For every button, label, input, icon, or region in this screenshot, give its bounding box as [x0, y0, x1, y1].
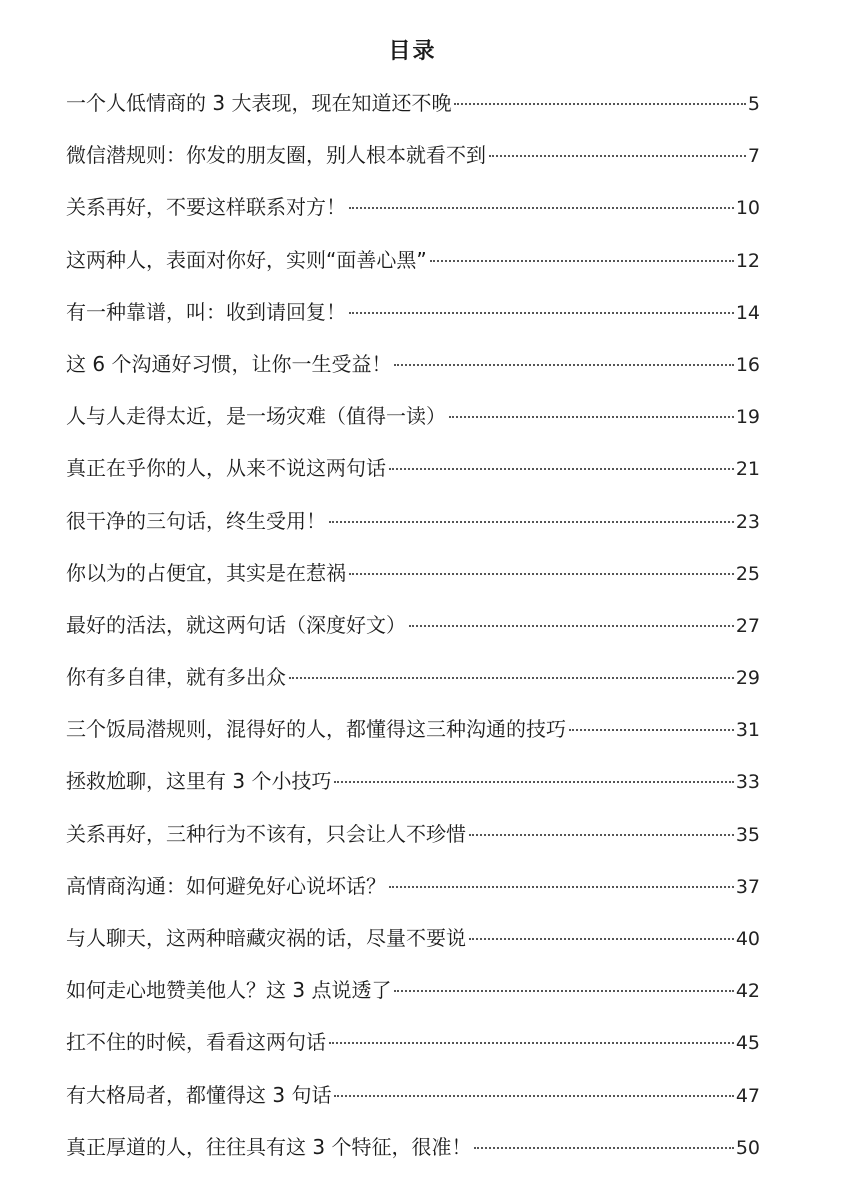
dot-leader — [569, 729, 734, 731]
dot-leader — [289, 677, 734, 679]
dot-leader — [349, 573, 734, 575]
dot-leader — [329, 521, 734, 523]
table-of-contents — [66, 84, 760, 1180]
toc-entry-title[interactable]: 高情商沟通：如何避免好心说坏话？ — [66, 873, 386, 898]
dot-leader — [389, 886, 734, 888]
toc-entry-title[interactable]: 微信潜规则：你发的朋友圈，别人根本就看不到 — [66, 143, 486, 168]
toc-entry-title[interactable]: 有大格局者，都懂得这 3 句话 — [66, 1082, 332, 1107]
dot-leader — [449, 416, 734, 418]
toc-entry[interactable] — [66, 1076, 760, 1128]
toc-entry-title[interactable]: 真正厚道的人，往往具有这 3 个特征，很准！ — [66, 1134, 472, 1159]
toc-entry[interactable] — [66, 136, 760, 188]
dot-leader — [454, 103, 745, 105]
toc-entry-title[interactable]: 你以为的占便宜，其实是在惹祸 — [66, 560, 346, 585]
dot-leader — [394, 990, 733, 992]
dot-leader — [469, 938, 734, 940]
toc-entry[interactable] — [66, 554, 760, 606]
toc-entry-title[interactable]: 这 6 个沟通好习惯，让你一生受益！ — [66, 351, 392, 376]
toc-entry-page-number[interactable]: 7 — [747, 145, 760, 168]
toc-entry-title[interactable]: 这两种人，表面对你好，实则“面善心黑” — [66, 247, 427, 272]
toc-entry[interactable] — [66, 658, 760, 710]
toc-entry[interactable] — [66, 397, 760, 449]
toc-entry-title[interactable]: 最好的活法，就这两句话（深度好文） — [66, 612, 406, 637]
dot-leader — [334, 781, 733, 783]
toc-entry-page-number[interactable]: 19 — [735, 406, 760, 429]
toc-entry-title[interactable]: 关系再好，不要这样联系对方！ — [66, 195, 346, 220]
toc-entry-page-number[interactable]: 50 — [735, 1136, 760, 1159]
toc-entry-page-number[interactable]: 45 — [735, 1032, 760, 1055]
toc-entry-page-number[interactable]: 5 — [747, 93, 760, 115]
toc-entry-title[interactable]: 与人聊天，这两种暗藏灾祸的话，尽量不要说 — [66, 926, 466, 950]
toc-entry-title[interactable]: 扛不住的时候，看看这两句话 — [66, 1030, 326, 1055]
toc-entry-page-number[interactable]: 31 — [735, 719, 760, 742]
toc-entry-page-number[interactable]: 12 — [735, 249, 760, 272]
toc-entry-page-number[interactable]: 33 — [735, 771, 760, 794]
toc-entry[interactable] — [66, 293, 760, 345]
toc-entry-page-number[interactable]: 23 — [735, 510, 760, 533]
toc-entry[interactable] — [66, 815, 760, 867]
toc-entry-page-number[interactable]: 21 — [735, 458, 760, 481]
toc-entry[interactable] — [66, 188, 760, 240]
dot-leader — [469, 834, 734, 836]
toc-entry-page-number[interactable]: 16 — [735, 353, 760, 376]
toc-entry[interactable] — [66, 241, 760, 293]
toc-entry[interactable] — [66, 919, 760, 971]
dot-leader — [474, 1147, 733, 1149]
toc-entry[interactable] — [66, 710, 760, 762]
toc-entry-title[interactable]: 有一种靠谱，叫：收到请回复！ — [66, 299, 346, 324]
toc-entry-title[interactable]: 三个饭局潜规则，混得好的人，都懂得这三种沟通的技巧 — [66, 717, 566, 742]
toc-entry[interactable] — [66, 971, 760, 1023]
dot-leader — [430, 260, 734, 262]
toc-entry-title[interactable]: 很干净的三句话，终生受用！ — [66, 508, 326, 533]
dot-leader — [409, 625, 734, 627]
toc-entry-page-number[interactable]: 35 — [735, 823, 760, 846]
toc-entry[interactable] — [66, 1023, 760, 1075]
toc-entry-page-number[interactable]: 10 — [735, 197, 760, 220]
dot-leader — [349, 312, 734, 314]
toc-entry[interactable] — [66, 502, 760, 554]
toc-entry[interactable] — [66, 1128, 760, 1180]
toc-entry-title[interactable]: 拯救尬聊，这里有 3 个小技巧 — [66, 769, 332, 794]
toc-entry-title[interactable]: 关系再好，三种行为不该有，只会让人不珍惜 — [66, 821, 466, 846]
toc-entry[interactable] — [66, 606, 760, 658]
toc-entry-title[interactable]: 你有多自律，就有多出众 — [66, 665, 286, 690]
dot-leader — [489, 155, 746, 157]
dot-leader — [389, 468, 734, 470]
toc-entry[interactable] — [66, 84, 760, 136]
toc-entry-title[interactable]: 一个人低情商的 3 大表现，现在知道还不晚 — [66, 91, 452, 115]
toc-entry-page-number[interactable]: 29 — [735, 667, 760, 690]
dot-leader — [334, 1095, 733, 1097]
toc-entry-title[interactable]: 真正在乎你的人，从来不说这两句话 — [66, 456, 386, 481]
toc-entry-title[interactable]: 如何走心地赞美他人？这 3 点说透了 — [66, 978, 392, 1003]
toc-entry-page-number[interactable]: 42 — [735, 980, 760, 1003]
dot-leader — [329, 1042, 734, 1044]
toc-entry-page-number[interactable]: 27 — [735, 614, 760, 637]
toc-entry[interactable] — [66, 345, 760, 397]
page-title: 目录 — [388, 39, 437, 64]
toc-entry[interactable] — [66, 867, 760, 919]
toc-entry-title[interactable]: 人与人走得太近，是一场灾难（值得一读） — [66, 404, 446, 429]
toc-entry-page-number[interactable]: 37 — [735, 875, 760, 898]
toc-entry-page-number[interactable]: 40 — [735, 928, 760, 950]
toc-entry[interactable] — [66, 449, 760, 501]
dot-leader — [394, 364, 733, 366]
toc-entry[interactable] — [66, 762, 760, 814]
dot-leader — [349, 207, 734, 209]
toc-entry-page-number[interactable]: 47 — [735, 1084, 760, 1107]
toc-entry-page-number[interactable]: 14 — [735, 301, 760, 324]
toc-entry-page-number[interactable]: 25 — [735, 562, 760, 585]
